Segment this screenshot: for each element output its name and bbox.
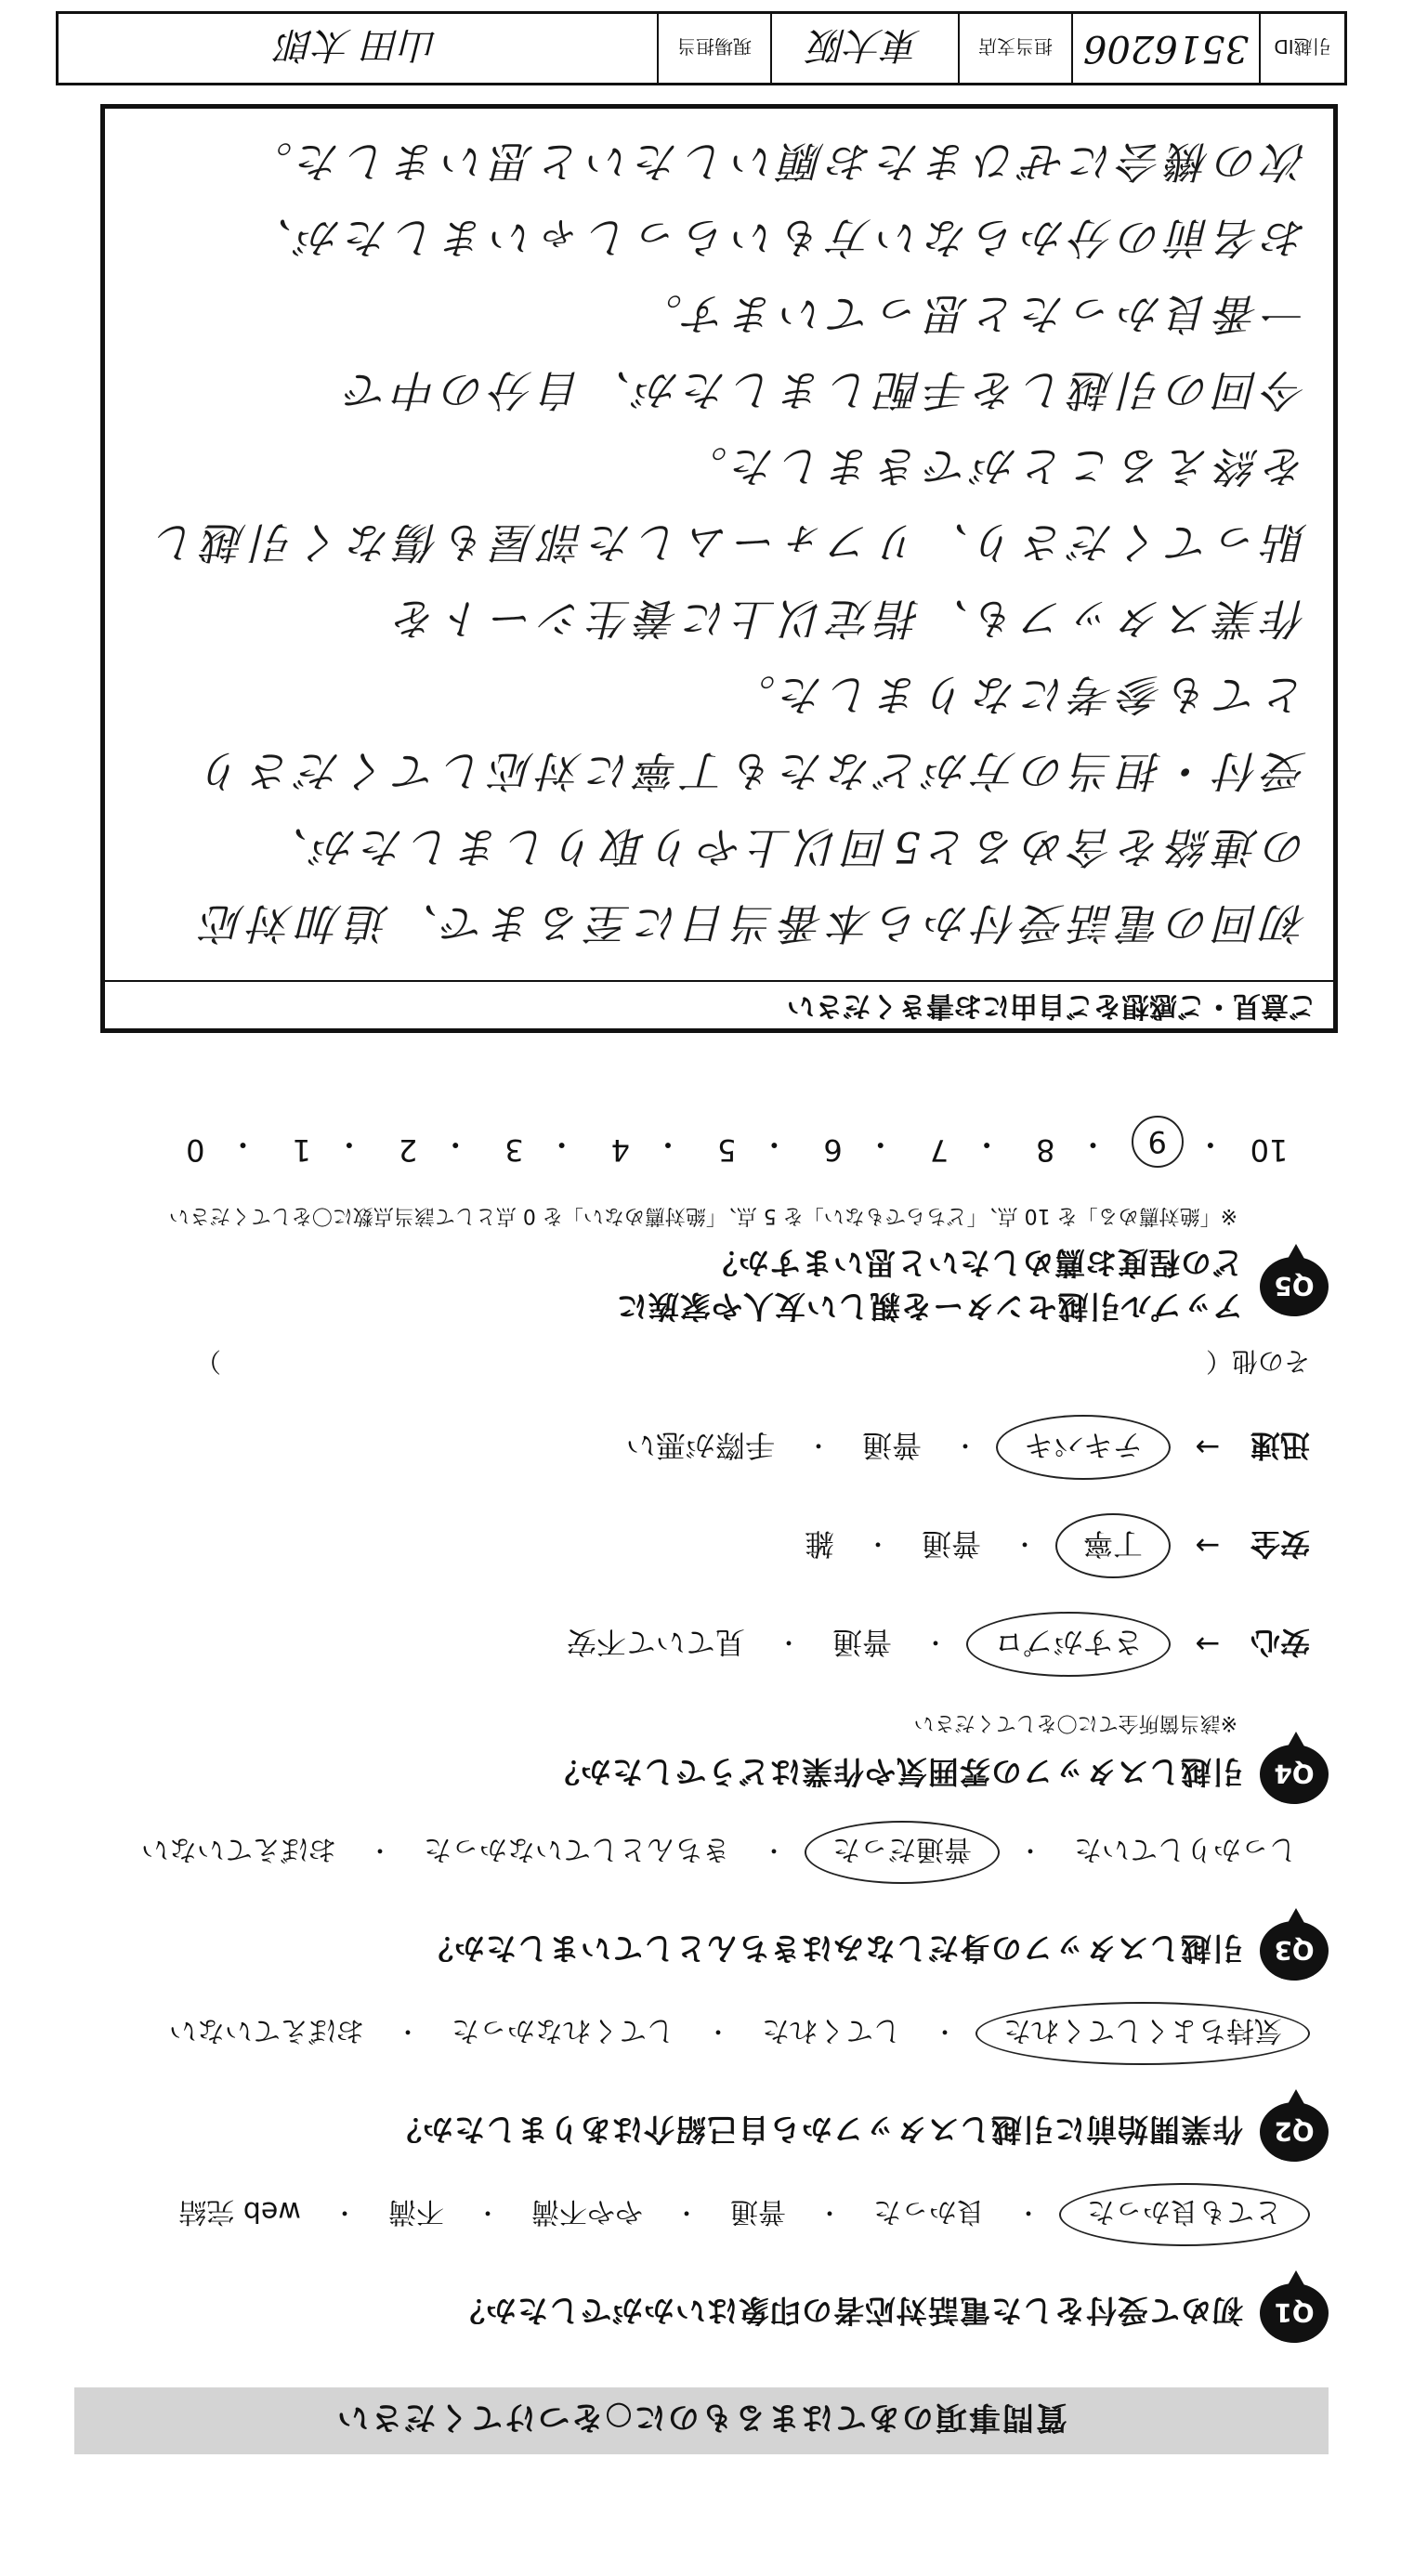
q5-text-line2: どの程度お薦めしたいと思いますか？ [706,1245,1243,1281]
q4-option[interactable]: 普通 [921,1526,981,1562]
q4-option[interactable]: 丁寧 [1055,1513,1171,1578]
q4-option[interactable]: 普通 [861,1428,922,1463]
branch-label: 担当支店 [978,35,1053,59]
q4-option[interactable]: 見ていて不安 [566,1625,745,1660]
arrow-icon: → [1195,1430,1221,1465]
q4-row-jinsoku: 迅速 → テキパキ ・ 普通 ・ 手際が悪い [65,1415,1329,1480]
q3-option[interactable]: おぼえていない [140,1833,336,1865]
scale-option[interactable]: 2 [398,1132,418,1168]
q1-options: とても良かった ・ 良かった ・ 普通 ・ やや不満 ・ 不満 ・ web 完結 [65,2183,1329,2246]
row-label: 安全 [1250,1526,1310,1562]
scale-option[interactable]: 5 [716,1132,737,1168]
branch-label-cell [958,14,1071,83]
comment-title: ご意見・ご感想をご自由にお書きください [105,980,1333,1028]
scale-option[interactable]: 0 [186,1132,205,1168]
q3-badge: Q3 [1260,1921,1329,1981]
q4-option[interactable]: 雑 [804,1526,834,1562]
q4-text: 引越しスタッフの雰囲気や作業はどうでしたか？ [548,1754,1243,1791]
q3-option[interactable]: 普通だった [805,1821,1000,1884]
q4-row-anshin: 安心 → さすがプロ ・ 普通 ・ 見ていて不安 [65,1612,1329,1677]
id-label: 引越ID [1274,35,1331,59]
q5-badge: Q5 [1260,1257,1329,1316]
q5-note: ※「絶対薦める」を 10 点、「どちらでもない」を 5 点、「絶対薦めない」を 0 点として該当点数に〇をしてください [168,1204,1237,1227]
recommend-scale: 10 ・ 9 ・ 8 ・ 7 ・ 6 ・ 5 ・ 4 ・ 3 ・ 2 ・ 1 ・ 0 [175,1116,1290,1168]
scale-option[interactable]: 6 [823,1132,843,1168]
instruction-band [74,2387,1329,2454]
scale-option[interactable]: 3 [504,1132,524,1168]
question-2 [65,2002,1329,2162]
q4-option[interactable]: テキパキ [996,1415,1171,1480]
scale-option[interactable]: 8 [1036,1132,1055,1168]
scale-option[interactable]: 7 [929,1132,949,1168]
q4-option[interactable]: 普通 [831,1625,892,1660]
staff-label-cell [657,14,770,83]
scale-option[interactable]: 10 [1250,1132,1289,1168]
q1-option[interactable]: やや不満 [530,2195,643,2228]
comment-line: 受付・担当の方がどなたも丁寧に対応してくださり [196,746,1307,796]
comment-line: 作業スタッフも、指定以上に養生シートを [389,594,1307,644]
comment-body[interactable] [105,124,1333,980]
scale-option[interactable]: 9 [1132,1116,1184,1168]
scale-option[interactable]: 4 [610,1132,630,1168]
row-label: 迅速 [1250,1428,1310,1463]
q1-option[interactable]: web 完結 [178,2195,301,2228]
q2-option[interactable]: 気持ちよくしてくれた [975,2002,1310,2065]
q3-text: 引越しスタッフの身だしなみはきちんとしていましたか？ [422,1930,1243,1968]
question-5 [65,1203,1329,1330]
other-label: その他（ [1205,1346,1310,1377]
q1-badge: Q1 [1260,2283,1329,2343]
scale-option[interactable]: 1 [292,1132,311,1168]
q1-option[interactable]: 不満 [387,2195,444,2228]
comment-line: 初回の電話受付から本番当日に至るまで、追加対応 [196,898,1307,948]
comment-line: 貼ってくださり、リフォームした部屋も傷なく引越し [150,517,1307,568]
q2-option[interactable]: おぼえていない [168,2014,364,2046]
arrow-icon: → [1195,1627,1221,1662]
q2-text: 作業開始前に引越しスタッフから自己紹介はありましたか？ [390,2112,1243,2149]
question-1 [65,2183,1329,2343]
question-4 [65,1344,1329,1804]
q3-option[interactable]: しっかりしていた [1074,1833,1297,1865]
q2-options: 気持ちよくしてくれた ・ してくれた ・ してくれなかった ・ おぼえていない [65,2002,1329,2065]
q3-options: しっかりしていた ・ 普通だった ・ きちんとしていなかった ・ おぼえていない [65,1821,1329,1884]
comment-line: 今回の引越しを手配しましたが、自分の中で [341,365,1307,415]
comment-line: の連絡を含めると5回以上やり取りしましたが、 [259,822,1307,872]
question-3 [65,1821,1329,1981]
q4-badge: Q4 [1260,1745,1329,1804]
id-value: 3516206 [1082,27,1250,70]
arrow-icon: → [1195,1528,1221,1563]
q5-text-line1: アップル引越センターを親しい友人や家族に [615,1288,1243,1325]
q1-option[interactable]: 良かった [872,2195,985,2228]
q1-option[interactable]: 普通 [729,2195,786,2228]
q1-option[interactable]: とても良かった [1059,2183,1310,2246]
q2-option[interactable]: してくれなかった [451,2014,674,2046]
staff-value: 山田 太郎 [277,23,439,67]
q4-option[interactable]: 手際が悪い [625,1428,775,1463]
staff-label: 現場担当 [677,35,752,59]
q4-note: ※該当箇所全てに〇をしてください [913,1711,1237,1734]
instruction-text: 質問事項のあてはまるものに○をつけてください [335,2399,1067,2437]
footer-info-table [56,11,1347,85]
q1-text: 初めて受付をした電話対応者の印象はいかがでしたか？ [453,2293,1243,2330]
comment-line: 一番良かったと思っています。 [634,289,1307,339]
other-close: ） [194,1346,221,1377]
staff-value-cell [59,14,657,83]
branch-value: 東大阪 [809,23,921,67]
comment-box [100,104,1338,1033]
q2-option[interactable]: してくれた [761,2014,901,2046]
branch-value-cell [770,14,958,83]
id-value-cell [1071,14,1259,83]
q4-option[interactable]: さすがプロ [966,1612,1171,1677]
row-label: 安心 [1250,1625,1310,1660]
q4-row-anzen: 安全 → 丁寧 ・ 普通 ・ 雑 [65,1513,1329,1578]
q4-row-other [65,1344,1329,1381]
comment-line: お名前の分からない方もいらっしゃいましたが、 [244,213,1307,263]
q3-option[interactable]: きちんとしていなかった [423,1833,730,1865]
id-label-cell [1259,14,1344,83]
comment-line: とても参考になりました。 [727,670,1307,720]
comment-line: 次の機会にぜひまたお願いしたいと思いました。 [244,137,1307,187]
comment-line: を終えることができました。 [679,441,1307,491]
q2-badge: Q2 [1260,2102,1329,2162]
